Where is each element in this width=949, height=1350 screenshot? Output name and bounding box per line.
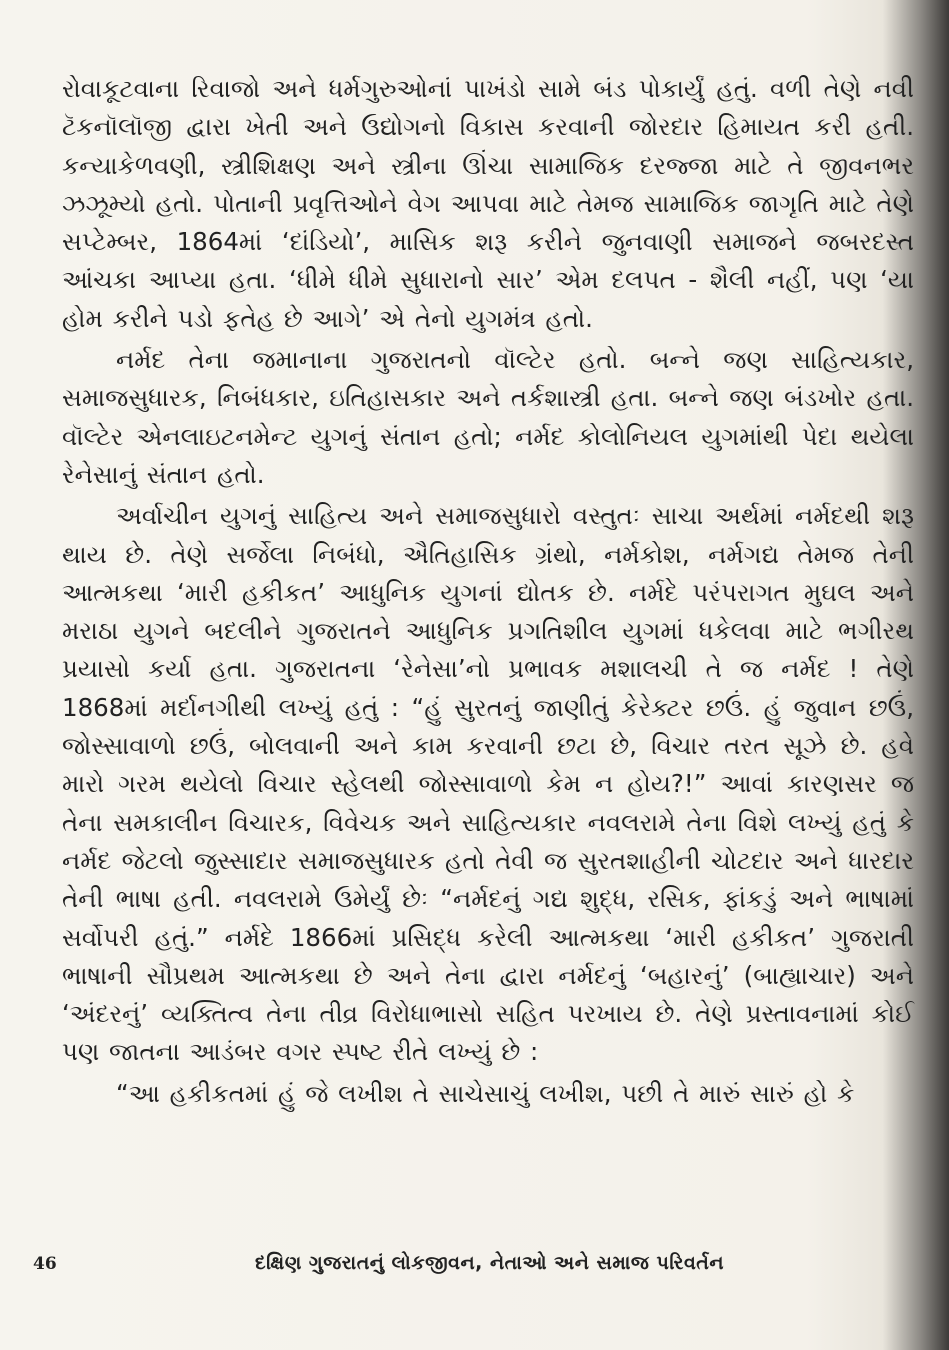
body-text: [62, 70, 914, 1113]
paragraph-4: “આ હકીકતમાં હું જે લખીશ તે સાચેસાચું લખીશ, પછી તે મારું સારું હો કે: [116, 1078, 855, 1108]
paragraph-3: અર્વાચીન યુગનું સાહિત્ય અને સમાજસુધારો વસ્તુતઃ સાચા અર્થમાં નર્મદથી શરૂ થાય છે. તેણે સર્જેલા નિબંધો, ઐતિહાસિક ગ્રંથો, નર્મકોશ, નર્મગદ્ય તેમજ તેની આત્મકથા ‘મારી હકીકત’ આધુનિક યુગનાં દ્યોતક છે. નર્મદે પરંપરાગત મુઘલ અને મરાઠા યુગને બદલીને ગુજરાતને આધુનિક પ્રગતિશીલ યુગમાં ધકેલવા માટે ભગીરથ પ્રયાસો કર્યા હતા. ગુજરાતના ‘રેનેસા’નો પ્રભાવક મશાલચી તે જ નર્મદ ! તેણે 1868માં મર્દાનગીથી લખ્યું હતું : “હું સુરતનું જાણીતું કેરેક્ટર છઉં. હું જુવાન છઉં, જોસ્સાવાળો છઉં, બોલવાની અને કામ કરવાની છટા છે, વિચાર તરત સૂઝે છે. હવે મારો ગરમ થયેલો વિચાર સ્હેલથી જોસ્સાવાળો કેમ ન હોય?!” આવાં કારણસર જ તેના સમકાલીન વિચારક, વિવેચક અને સાહિત્યકાર નવલરામે તેના વિશે લખ્યું હતું કે નર્મદ જેટલો જુસ્સાદાર સમાજસુધારક હતો તેવી જ સુરતશાહીની ચોટદાર અને ધારદાર તેની ભાષા હતી. નવલરામે ઉમેર્યું છેઃ “નર્મદનું ગદ્ય શુદ્ધ, રસિક, ફાંકડું અને ભાષામાં સર્વોપરી હતું.” નર્મદે 1866માં પ્રસિદ્ધ કરેલી આત્મકથા ‘મારી હકીકત’ ગુજરાતી ભાષાની સૌપ્રથમ આત્મકથા છે અને તેના દ્વારા નર્મદનું ‘બહારનું’ (બાહ્યાચાર) અને ‘અંદરનું’ વ્યક્તિત્વ તેના તીવ્ર વિરોધાભાસો સહિત પરખાય છે. તેણે પ્રસ્તાવનામાં કોઈ પણ જાતના આડંબર વગર સ્પષ્ટ રીતે લખ્યું છે :: [62, 501, 914, 1067]
paragraph-2: નર્મદ તેના જમાનાના ગુજરાતનો વૉલ્ટેર હતો. બન્ને જણ સાહિત્યકાર, સમાજસુધારક, નિબંધકાર, ઇતિહાસકાર અને તર્કશાસ્ત્રી હતા. બન્ને જણ બંડખોર હતા. વૉલ્ટેર એનલાઇટનમેન્ટ યુગનું સંતાન હતો; નર્મદ કોલોનિયલ યુગમાંથી પેદા થયેલા રેનેસાનું સંતાન હતો.: [62, 345, 914, 489]
paragraph-1: રોવાકૂટવાના રિવાજો અને ધર્મગુરુઓનાં પાખંડો સામે બંડ પોકાર્યું હતું. વળી તેણે નવી ટૅકનૉલૉજી દ્વારા ખેતી અને ઉદ્યોગનો વિકાસ કરવાની જોરદાર હિમાયત કરી હતી. કન્યાકેળવણી, સ્ત્રીશિક્ષણ અને સ્ત્રીના ઊંચા સામાજિક દરજ્જા માટે તે જીવનભર ઝઝૂમ્યો હતો. પોતાની પ્રવૃત્તિઓને વેગ આપવા માટે તેમજ સામાજિક જાગૃતિ માટે તેણે સપ્ટેમ્બર, 1864માં ‘દાંડિયો’, માસિક શરૂ કરીને જુનવાણી સમાજને જબરદસ્ત આંચકા આપ્યા હતા. ‘ધીમે ધીમે સુધારાનો સાર’ એમ દલપત - શૈલી નહીં, પણ ‘યા હોમ કરીને પડો ફતેહ છે આગે’ એ તેનો યુગમંત્ર હતો.: [62, 74, 914, 333]
running-title: દક્ષિણ ગુજરાતનું લોકજીવન, નેતાઓ અને સમાજ પરિવર્તન: [255, 1252, 725, 1274]
page-footer: [0, 1250, 949, 1290]
page-number: 46: [33, 1254, 57, 1274]
